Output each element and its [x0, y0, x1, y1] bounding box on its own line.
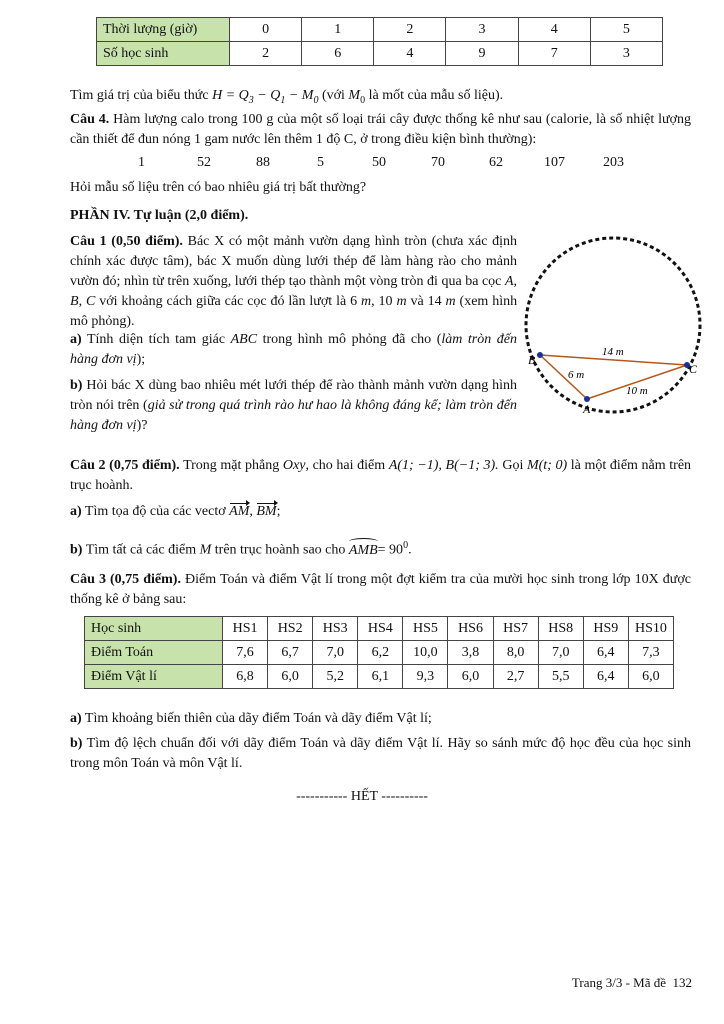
- table-cell: 0: [230, 18, 302, 42]
- point-b: [537, 352, 543, 358]
- table-cell: 3: [590, 42, 662, 66]
- table-cell: 7,0: [538, 641, 583, 665]
- table-cell: HS1: [223, 617, 268, 641]
- cau3-part-b: b) Tìm độ lệch chuẩn đối với dãy điểm Toán và dãy điểm Vật lí. Hãy so sánh mức độ học đều của học sinh trong môn Toán và môn Vật lí.: [70, 736, 692, 771]
- table-cell: 2,7: [493, 665, 538, 689]
- duration-table: [96, 17, 663, 66]
- scores-table: [84, 616, 674, 689]
- calorie-value: 203: [603, 155, 624, 170]
- table-cell: 9,3: [403, 665, 448, 689]
- circle-figure: [520, 226, 710, 426]
- table-cell: HS8: [538, 617, 583, 641]
- calorie-value: 107: [544, 155, 565, 170]
- table-cell: HS10: [628, 617, 673, 641]
- table-cell: HS3: [313, 617, 358, 641]
- table-cell: HS6: [448, 617, 493, 641]
- table-cell: 1: [302, 18, 374, 42]
- table-cell: HS7: [493, 617, 538, 641]
- cau2-text: Câu 2 (0,75 điểm). Trong mặt phẳng Oxy, cho hai điểm A(1; −1), B(−1; 3). Gọi M(t; 0) là một điểm nằm trên trục hoành.: [70, 458, 692, 493]
- label-6m: 6 m: [568, 369, 585, 381]
- cau2-part-b: b) Tìm tất cả các điểm M trên trục hoành sao cho $AMB= 90^0$.: [70, 536, 412, 561]
- calorie-value: 88: [256, 155, 270, 170]
- table-cell: 6,4: [583, 665, 628, 689]
- table-cell: 6,4: [583, 641, 628, 665]
- row-label: Số học sinh: [97, 42, 230, 66]
- table-cell: 5: [590, 18, 662, 42]
- calorie-value: 70: [431, 155, 445, 170]
- table-cell: 9: [446, 42, 518, 66]
- cau1-part-a: a) Tính diện tích tam giác ABC trong hình mô phỏng đã cho (làm tròn đến hàng đơn vị);: [70, 332, 518, 367]
- part4-title: PHẦN IV. Tự luận (2,0 điểm).: [70, 208, 249, 223]
- row-label: Điểm Toán: [85, 641, 223, 665]
- table-cell: 4: [374, 42, 446, 66]
- cau4-question: Hỏi mẫu số liệu trên có bao nhiêu giá trị bất thường?: [70, 180, 367, 195]
- calorie-value: 62: [489, 155, 503, 170]
- table-cell: 8,0: [493, 641, 538, 665]
- table-cell: HS5: [403, 617, 448, 641]
- table-cell: HS2: [268, 617, 313, 641]
- table-cell: 3: [446, 18, 518, 42]
- row-label: Học sinh: [85, 617, 223, 641]
- table-cell: 6: [302, 42, 374, 66]
- table-row: [97, 42, 663, 66]
- calorie-value: 52: [197, 155, 211, 170]
- table-cell: 10,0: [403, 641, 448, 665]
- table-cell: 4: [518, 18, 590, 42]
- h-expression-question: Tìm giá trị của biểu thức $H = Q_3 - Q_1 - M_0$ (với $M_0$ là mốt của mẫu số liệu).: [70, 88, 504, 106]
- table-cell: 6,2: [358, 641, 403, 665]
- cau3-part-a: a) Tìm khoảng biến thiên của dãy điểm Toán và dãy điểm Vật lí;: [70, 711, 432, 726]
- fence-circle: [526, 238, 700, 412]
- cau2-part-a: a) Tìm tọa độ của các vectơ AM, BM;: [70, 502, 280, 522]
- calorie-value: 5: [317, 155, 324, 170]
- row-label: Điểm Vật lí: [85, 665, 223, 689]
- table-cell: 6,8: [223, 665, 268, 689]
- row-label: Thời lượng (giờ): [97, 18, 230, 42]
- label-point-b: B: [528, 353, 536, 367]
- table-cell: 7: [518, 42, 590, 66]
- table-row: [85, 617, 674, 641]
- table-cell: 6,0: [268, 665, 313, 689]
- table-cell: HS9: [583, 617, 628, 641]
- calorie-value: 1: [138, 155, 145, 170]
- table-row: [85, 665, 674, 689]
- table-cell: 6,7: [268, 641, 313, 665]
- table-cell: 6,0: [628, 665, 673, 689]
- page-footer: Trang 3/3 - Mã đề 132: [571, 975, 692, 990]
- table-row: [97, 18, 663, 42]
- cau1-text: Câu 1 (0,50 điểm). Bác X có một mảnh vườn dạng hình tròn (chưa xác định chính xác được tâm), bác X muốn dùng lưới thép để làm hàng rào cho mảnh vườn đó; nhìn từ trên xuống, lưới thép tạo thành một vòng tròn đi qua ba cọc A, B, C với khoảng cách giữa các cọc đó lần lượt là 6 m, 10 m và 14 m (xem hình mô phỏng).: [70, 234, 518, 329]
- table-cell: 7,3: [628, 641, 673, 665]
- table-cell: 5,5: [538, 665, 583, 689]
- calorie-values: [130, 153, 650, 173]
- table-row: [85, 641, 674, 665]
- table-cell: 5,2: [313, 665, 358, 689]
- cau4-text: Câu 4. Hàm lượng calo trong 100 g của một số loại trái cây được thống kê như sau (calorie, là số nhiệt lượng cần thiết để đun nóng 1 gam nước lên thêm 1 độ C, ở trong điều kiện bình thường):: [70, 112, 691, 147]
- label-14m: 14 m: [602, 346, 624, 358]
- table-cell: 6,0: [448, 665, 493, 689]
- cau1-part-b: b) Hỏi bác X dùng bao nhiêu mét lưới thép để rào thành mảnh vườn dạng hình tròn nói trên (giả sử trong quá trình rào hư hao là không đáng kể; làm tròn đến hàng đơn vị)?: [70, 378, 517, 433]
- label-10m: 10 m: [626, 385, 648, 397]
- table-cell: 2: [230, 42, 302, 66]
- table-cell: 6,1: [358, 665, 403, 689]
- table-cell: 3,8: [448, 641, 493, 665]
- label-point-a: A: [583, 402, 591, 416]
- calorie-value: 50: [372, 155, 386, 170]
- cau3-text: Câu 3 (0,75 điểm). Điểm Toán và điểm Vật lí trong một đợt kiểm tra của mười học sinh trong lớp 10X được thống kê ở bảng sau:: [70, 572, 691, 607]
- table-cell: 2: [374, 18, 446, 42]
- label-point-c: C: [689, 362, 698, 376]
- table-cell: HS4: [358, 617, 403, 641]
- table-cell: 7,0: [313, 641, 358, 665]
- table-cell: 7,6: [223, 641, 268, 665]
- end-marker: ----------- HẾT ----------: [296, 789, 428, 804]
